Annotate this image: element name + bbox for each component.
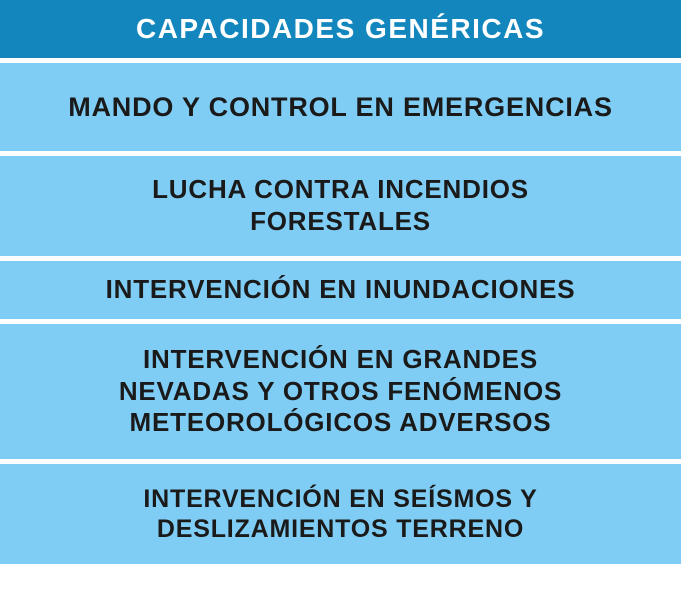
row-line: INTERVENCIÓN EN INUNDACIONES (105, 274, 576, 305)
table-row (0, 63, 681, 151)
row-line: MANDO Y CONTROL EN EMERGENCIAS (68, 91, 613, 122)
table-row (0, 324, 681, 459)
row-line: INTERVENCIÓN EN GRANDES (143, 343, 538, 374)
table-row (0, 464, 681, 564)
row-line: DESLIZAMIENTOS TERRENO (156, 515, 525, 543)
row-divider (0, 564, 681, 569)
table-row (0, 261, 681, 319)
row-line: METEOROLÓGICOS ADVERSOS (129, 407, 552, 438)
table-header: CAPACIDADES GENÉRICAS (0, 0, 681, 58)
table-row (0, 156, 681, 256)
row-line: INTERVENCIÓN EN SEÍSMOS Y (143, 484, 538, 513)
row-line: NEVADAS Y OTROS FENÓMENOS (118, 375, 563, 406)
row-line: FORESTALES (250, 206, 431, 236)
row-line: LUCHA CONTRA INCENDIOS (152, 174, 529, 205)
